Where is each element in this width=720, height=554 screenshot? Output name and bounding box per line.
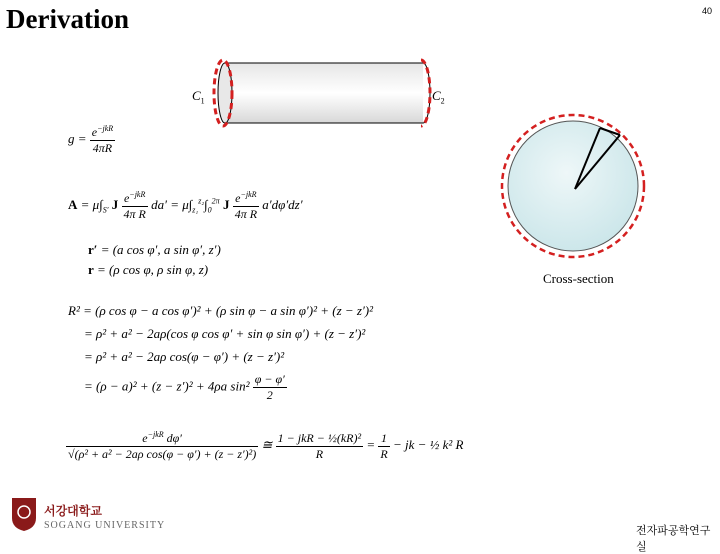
r-squared-line-2: = ρ² + a² − 2aρ(cos φ cos φ′ + sin φ sin φ′) + (z − z′)² [84, 326, 366, 341]
page-number: 40 [701, 6, 712, 16]
cross-section-figure [502, 115, 644, 257]
approximation-equation: $\frac{e^{-jkR} d\varphi'}{\text{√(ρ² + a² − 2aρ cos(φ − φ′) + (z − z′)²)}}$ ≅ $\frac{\text{1 − jkR − ½(kR)²}}{R}$ = $\frac{1}{R}$ − jk − ½ k² R [68, 430, 464, 461]
r-prime-equation: r′ = (a cos φ′, a sin φ′, z′) [88, 242, 221, 257]
university-seal-icon [10, 496, 38, 532]
cross-section-disk [508, 121, 638, 251]
c2-label: $C_2$ [432, 88, 445, 106]
cylinder-figure [214, 60, 430, 126]
slide-title: Derivation [6, 4, 129, 34]
r-squared-line-4: = (ρ − a)² + (z − z′)² + 4ρa sin² $\frac{\varphi - \varphi'}{2}$ [84, 372, 285, 402]
r-squared-line-3: = ρ² + a² − 2aρ cos(φ − φ′) + (z − z′)² [84, 349, 285, 364]
vector-potential-equation: $A = \mu\int_{S'}$ J $\frac{e^{-jkR}}{\text{4π R}}$ $da' = \mu\int_{z_1}^{z_2}\int_0^{2\pi}$ J $\frac{e^{-jkR}}{\text{4π R}}$ a′dφ′dz′ [68, 190, 303, 221]
university-logo [10, 496, 38, 537]
green-function: g = $\frac{e^{-jkR}}{4\pi R}$ [68, 124, 114, 155]
cylinder-body [225, 63, 423, 123]
cross-section-caption: Cross-section [543, 271, 614, 286]
r-equation: r = (ρ cos φ, ρ sin φ, z) [88, 262, 209, 277]
university-name-english: SOGANG UNIVERSITY [44, 520, 166, 531]
r-squared-line-1: R² = (ρ cos φ − a cos φ′)² + (ρ sin φ − a sin φ′)² + (z − z′)² [68, 303, 374, 318]
university-name-korean: 서강대학교 [44, 504, 102, 518]
c1-label: $C_1$ [192, 88, 205, 106]
footer-lab-name: 전자파공학연구실 [636, 524, 711, 553]
